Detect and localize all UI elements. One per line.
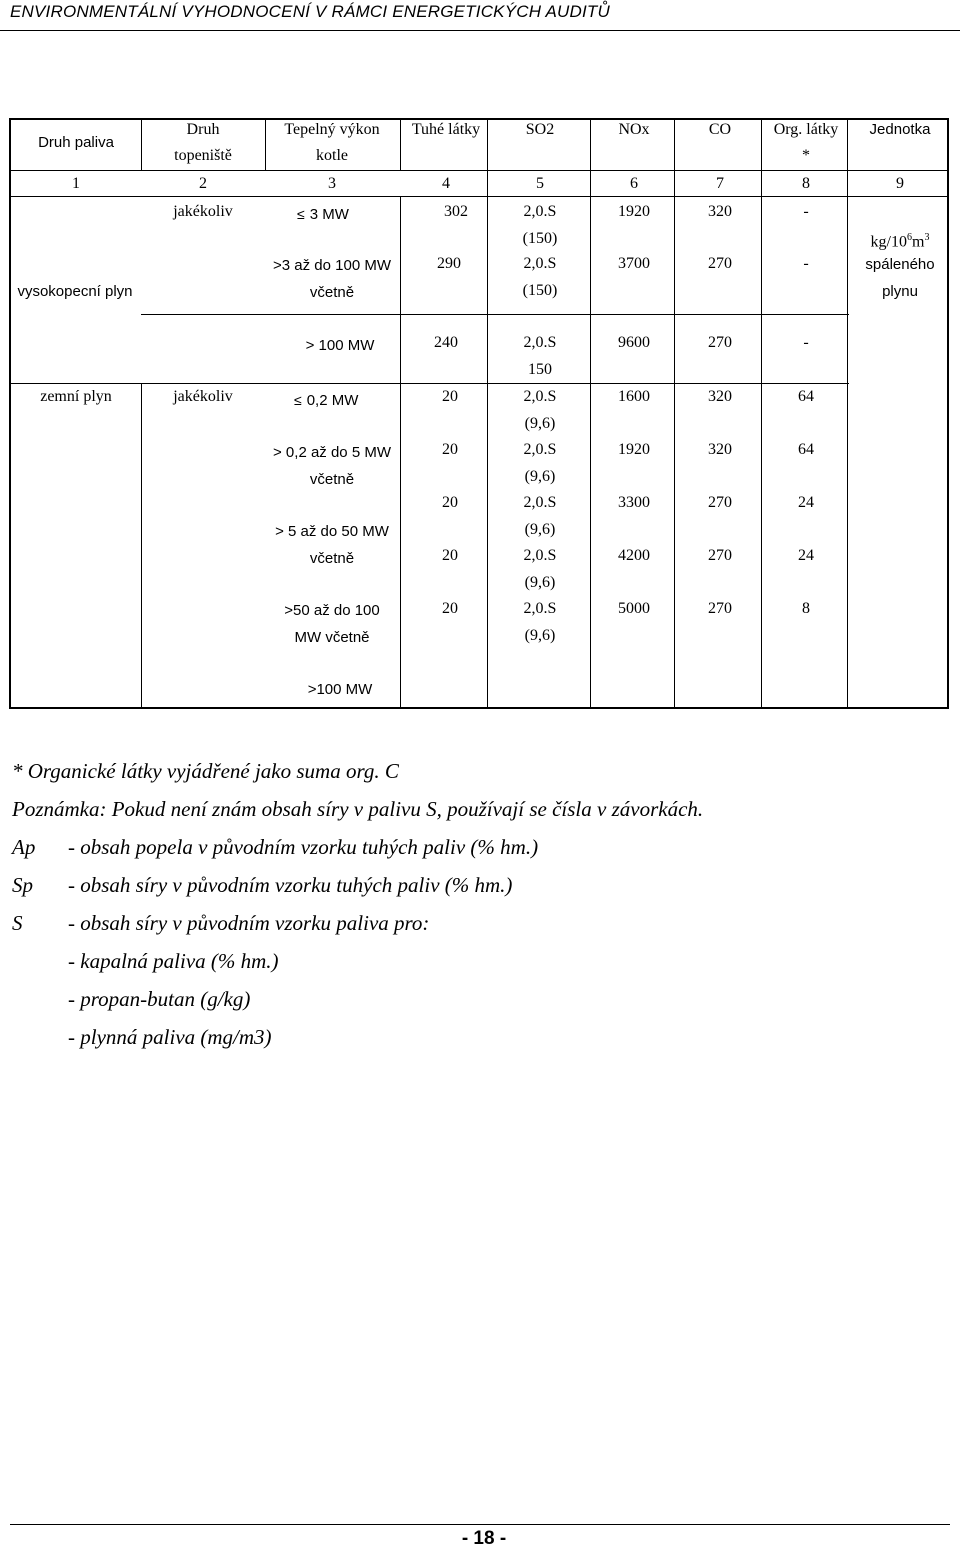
column-divider [487,118,488,708]
table-cell: 290 [437,255,461,272]
table-cell: 4200 [618,547,650,564]
header-furnace: Druh [186,121,220,138]
legend-row [12,942,703,980]
table-cell: 270 [708,334,732,351]
table-cell: 2,0.S [523,441,557,458]
le-icon: ≤ [294,392,302,408]
table-cell: 2,0.S [523,494,557,511]
note-line: * Organické látky vyjádřené jako suma org. C [12,759,399,783]
table-cell: - [803,255,809,272]
output-range: ≤ 0,2 MW [294,392,359,409]
furnace-type: jakékoliv [173,203,233,220]
table-cell: 24 [798,547,814,564]
column-number-divider [9,196,949,197]
output-range: > 100 MW [305,337,375,354]
table-cell: - [803,334,809,351]
header-fuel-type: Druh paliva [38,134,114,151]
table-cell: (9,6) [524,521,556,538]
legend-desc: - obsah popela v původním vzorku tuhých paliv (% hm.) [68,835,539,859]
column-number: 9 [896,175,904,192]
table-cell: 1600 [618,388,650,405]
notes-section [12,752,703,1056]
column-divider [847,118,848,708]
column-divider [265,118,266,170]
column-number: 3 [328,175,336,192]
column-number: 2 [199,175,207,192]
column-divider [761,118,762,708]
table-cell: 20 [442,441,458,458]
column-number: 7 [716,175,724,192]
table-cell: 2,0.S [523,255,557,272]
table-cell: 64 [798,388,814,405]
header-solids: Tuhé látky [411,121,481,138]
legend-row [12,1018,703,1056]
table-cell: 9600 [618,334,650,351]
legend-row [12,866,703,904]
fuel-name: vysokopecní plyn [17,283,133,300]
table-cell: 302 [444,203,468,220]
table-cell: 2,0.S [523,334,557,351]
output-range: MW včetně [294,629,370,646]
column-divider [141,118,142,170]
running-header: ENVIRONMENTÁLNÍ VYHODNOCENÍ V RÁMCI ENERGETICKÝCH AUDITŮ [10,2,610,21]
table-cell: 64 [798,441,814,458]
output-range: >100 MW [307,681,373,698]
table-cell: (150) [522,230,558,247]
table-cell: (9,6) [524,468,556,485]
fuel-name: zemní plyn [40,388,112,405]
table-cell: 2,0.S [523,203,557,220]
table-cell: (150) [522,282,558,299]
column-divider [590,118,591,708]
column-number: 5 [536,175,544,192]
table-cell: 320 [708,388,732,405]
table-cell: 1920 [618,203,650,220]
table-cell: 320 [708,203,732,220]
section-divider [9,383,849,384]
column-divider [400,196,401,708]
header-output: Tepelný výkon [284,121,380,138]
table-cell: 270 [708,547,732,564]
table-cell: 20 [442,600,458,617]
output-range: >50 až do 100 [284,602,380,619]
column-divider [400,118,401,170]
column-number: 6 [630,175,638,192]
header-unit: Jednotka [869,121,931,138]
column-divider [141,383,142,708]
table-cell: 20 [442,494,458,511]
legend-desc: - kapalná paliva (% hm.) [68,949,279,973]
header-so2: SO2 [525,121,555,138]
section-divider [141,314,849,315]
table-cell: 8 [802,600,810,617]
legend-abbr: Ap [12,835,36,859]
header-divider [9,170,949,171]
table-cell: 5000 [618,600,650,617]
unit-value: $kg/10^6m^3$ [870,232,930,251]
furnace-type: jakékoliv [173,388,233,405]
legend-abbr: Sp [12,873,33,897]
table-cell: 3700 [618,255,650,272]
column-number: 1 [72,175,80,192]
header-org: * [802,147,810,164]
output-range: ≤ 3 MW [297,206,349,223]
le-icon: ≤ [297,206,305,222]
header-org: Org. látky [773,121,839,138]
table-cell: 20 [442,388,458,405]
table-cell: (9,6) [524,574,556,591]
header-nox: NOx [618,121,650,138]
table-cell: 1920 [618,441,650,458]
unit-value: spáleného [865,256,935,273]
legend-desc: - plynná paliva (mg/m3) [68,1025,272,1049]
footer-rule [10,1524,950,1525]
output-range: včetně [309,284,355,301]
table-cell: 240 [434,334,458,351]
header-output: kotle [316,147,348,164]
table-cell: 2,0.S [523,547,557,564]
table-cell: 320 [708,441,732,458]
legend-row [12,904,703,942]
table-cell: 2,0.S [523,600,557,617]
table-cell: 2,0.S [523,388,557,405]
table-cell: - [803,203,809,220]
legend-desc: - obsah síry v původním vzorku tuhých paliv (% hm.) [68,873,513,897]
table-cell: 3300 [618,494,650,511]
page-number: - 18 - [461,1528,507,1549]
table-cell: 150 [528,361,552,378]
legend-abbr: S [12,911,23,935]
header-rule [0,30,960,31]
header-furnace: topeniště [174,147,232,164]
table-cell: (9,6) [524,415,556,432]
note-line: Poznámka: Pokud není znám obsah síry v palivu S, používají se čísla v závorkách. [12,797,704,821]
table-cell: 270 [708,255,732,272]
column-divider [674,118,675,708]
output-range: >3 až do 100 MW [273,257,391,274]
emission-limits-table [9,118,948,708]
column-number: 8 [802,175,810,192]
legend-desc: - propan-butan (g/kg) [68,987,251,1011]
output-range: včetně [309,471,355,488]
table-cell: (9,6) [524,627,556,644]
legend-desc: - obsah síry v původním vzorku paliva pro: [68,911,430,935]
output-range: > 5 až do 50 MW [275,523,389,540]
table-cell: 270 [708,600,732,617]
header-co: CO [708,121,732,138]
legend-row [12,980,703,1018]
table-cell: 24 [798,494,814,511]
unit-value: plynu [882,283,918,300]
output-range: > 0,2 až do 5 MW [273,444,391,461]
table-cell: 20 [442,547,458,564]
column-number: 4 [442,175,450,192]
output-range: včetně [309,550,355,567]
table-cell: 270 [708,494,732,511]
legend-row [12,828,703,866]
